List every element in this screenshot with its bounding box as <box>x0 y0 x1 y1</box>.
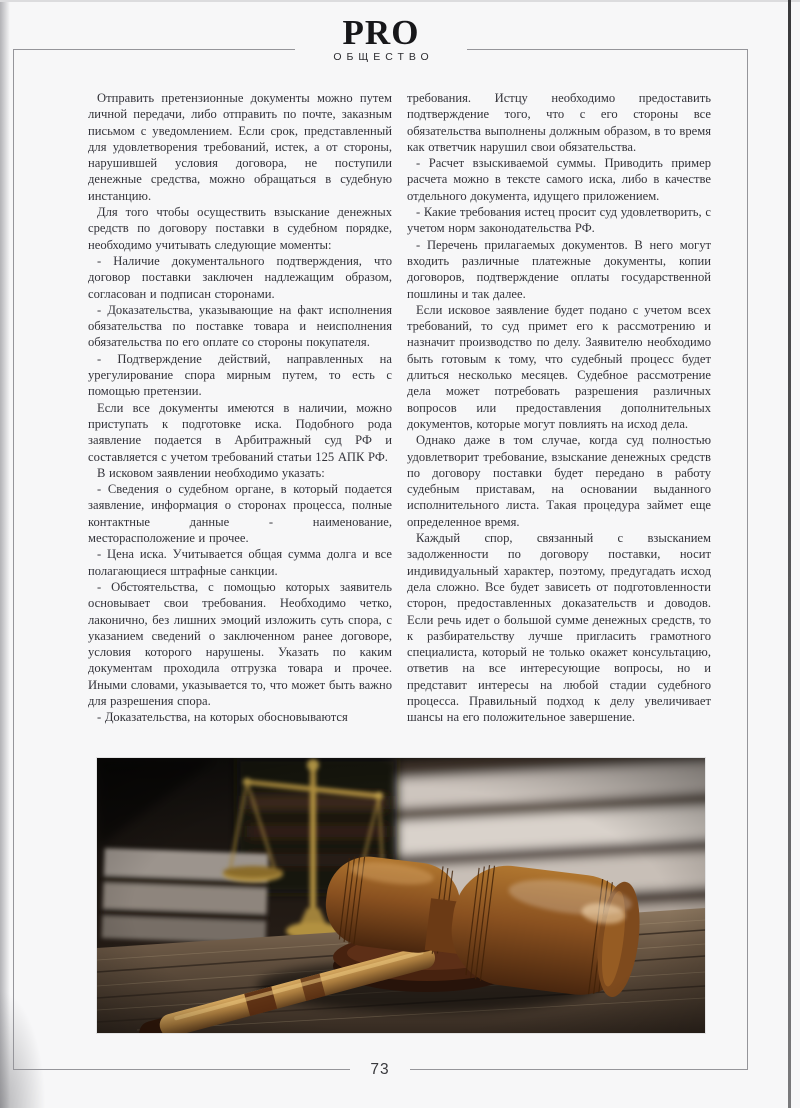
logo-section-text: ОБЩЕСТВО <box>333 51 434 63</box>
paragraph: - Доказательства, указывающие на факт исполнения обязательства по поставке товара и неисполнения обязательства по его оплате со стороны покупателя. <box>88 302 392 350</box>
paragraph: - Подтверждение действий, направленных на урегулирование спора мирным путем, то есть с помощью претензии. <box>88 351 392 399</box>
paragraph: Отправить претензионные документы можно путем личной передачи, либо отправить по почте, заказным письмом с уведомлением. Если срок, представленный для удовлетворения требований, истек, а от стороны, нарушившей условия договора, не поступили денежные средства, можно обращаться в судебную инстанцию. <box>88 91 392 203</box>
paragraph: - Цена иска. Учитывается общая сумма долга и все полагающиеся штрафные санкции. <box>88 547 392 578</box>
paragraph: В исковом заявлении необходимо указать: <box>97 465 325 480</box>
scan-page-edge-right <box>788 0 791 1108</box>
paragraph: - Обстоятельства, с помощью которых заявитель основывает свои требования. Необходимо четко, лаконично, без лишних эмоций изложить суть спора, с указанием сведений о заключенном ранее договоре, условия которого нарушены. Указать по каким документам проходила отгрузка товара и прочее. Иными словами, указывается то, что может быть важно для разрешения спора. <box>88 579 392 708</box>
paragraph: Однако даже в том случае, когда суд полностью удовлетворит требование, взыскание денежных средств по договору поставки будет передано в работу судебным приставам, на основании выданного исполнительного листа. Такая процедура займет еще определенное время. <box>407 433 711 529</box>
paragraph: - Наличие документального подтверждения, что договор поставки заключен надлежащим образом, согласован и подписан сторонами. <box>88 253 392 301</box>
paragraph: - Какие требования истец просит суд удовлетворить, с учетом норм законодательства РФ. <box>407 205 711 236</box>
gavel-photo <box>97 758 705 1033</box>
scan-shadow-left <box>0 0 10 1108</box>
paragraph: Если все документы имеются в наличии, можно приступать к подготовке иска. Подобного рода заявление подается в Арбитражный суд РФ и составляется с учетом требований статьи 125 АПК РФ. <box>88 400 392 464</box>
paragraph: Если исковое заявление будет подано с учетом всех требований, то суд примет его к рассмотрению и назначит производство по делу. Заявителю необходимо быть готовым к тому, что судебный процесс будет длиться несколько месяцев. Судебное рассмотрение дела может потребовать разрешения различных вопросов или предоставления дополнительных документов, которые могут повлиять на исход дела. <box>407 302 711 431</box>
scan-edge-top <box>0 0 800 2</box>
paragraph: Каждый спор, связанный с взысканием задолженности по договору поставки, носит индивидуальный характер, поэтому, предугадать исход дела сложно. Все будет зависеть от подготовленности сторон, предоставленных доказательств и доводов. Если речь идет о большой сумме денежных средств, то к разбирательству лучше пригласить грамотного специалиста, который не только окажет консультацию, ответив на все интересующие вопросы, но и представит интересы на любой стадии судебного процесса. Правильный подход к делу увеличивает шансы на его положительное завершение. <box>407 531 711 725</box>
article-left-column <box>88 90 392 726</box>
paragraph: Для того чтобы осуществить взыскание денежных средств по договору поставки в судебном порядке, необходимо учитывать следующие моменты: <box>88 205 392 252</box>
paragraph: - Сведения о судебном органе, в который подается заявление, информация о сторонах процесса, полные контактные данные - наименование, месторасположение и прочее. <box>88 482 392 546</box>
article-right-column <box>407 90 711 726</box>
paragraph: - Доказательства, на которых обосновываются <box>97 710 348 725</box>
gavel-photo-illustration <box>97 758 705 1033</box>
paragraph: - Перечень прилагаемых документов. В него могут входить различные платежные документы, копии договоров, подтверждение оплаты государственной пошлины и так далее. <box>407 237 711 301</box>
paragraph: требования. Истцу необходимо предоставить подтверждение того, что с его стороны все обязательства выполнены должным образом, в то время как ответчик нарушил свои обязательства. <box>407 91 711 154</box>
magazine-logo <box>295 13 467 63</box>
paragraph: - Расчет взыскиваемой суммы. Приводить пример расчета можно в тексте самого иска, либо в качестве отдельного документа, идущего приложением. <box>407 156 711 203</box>
logo-brand-text: PRO <box>342 13 420 52</box>
page-number: 73 <box>350 1056 410 1083</box>
article-body <box>88 90 712 726</box>
